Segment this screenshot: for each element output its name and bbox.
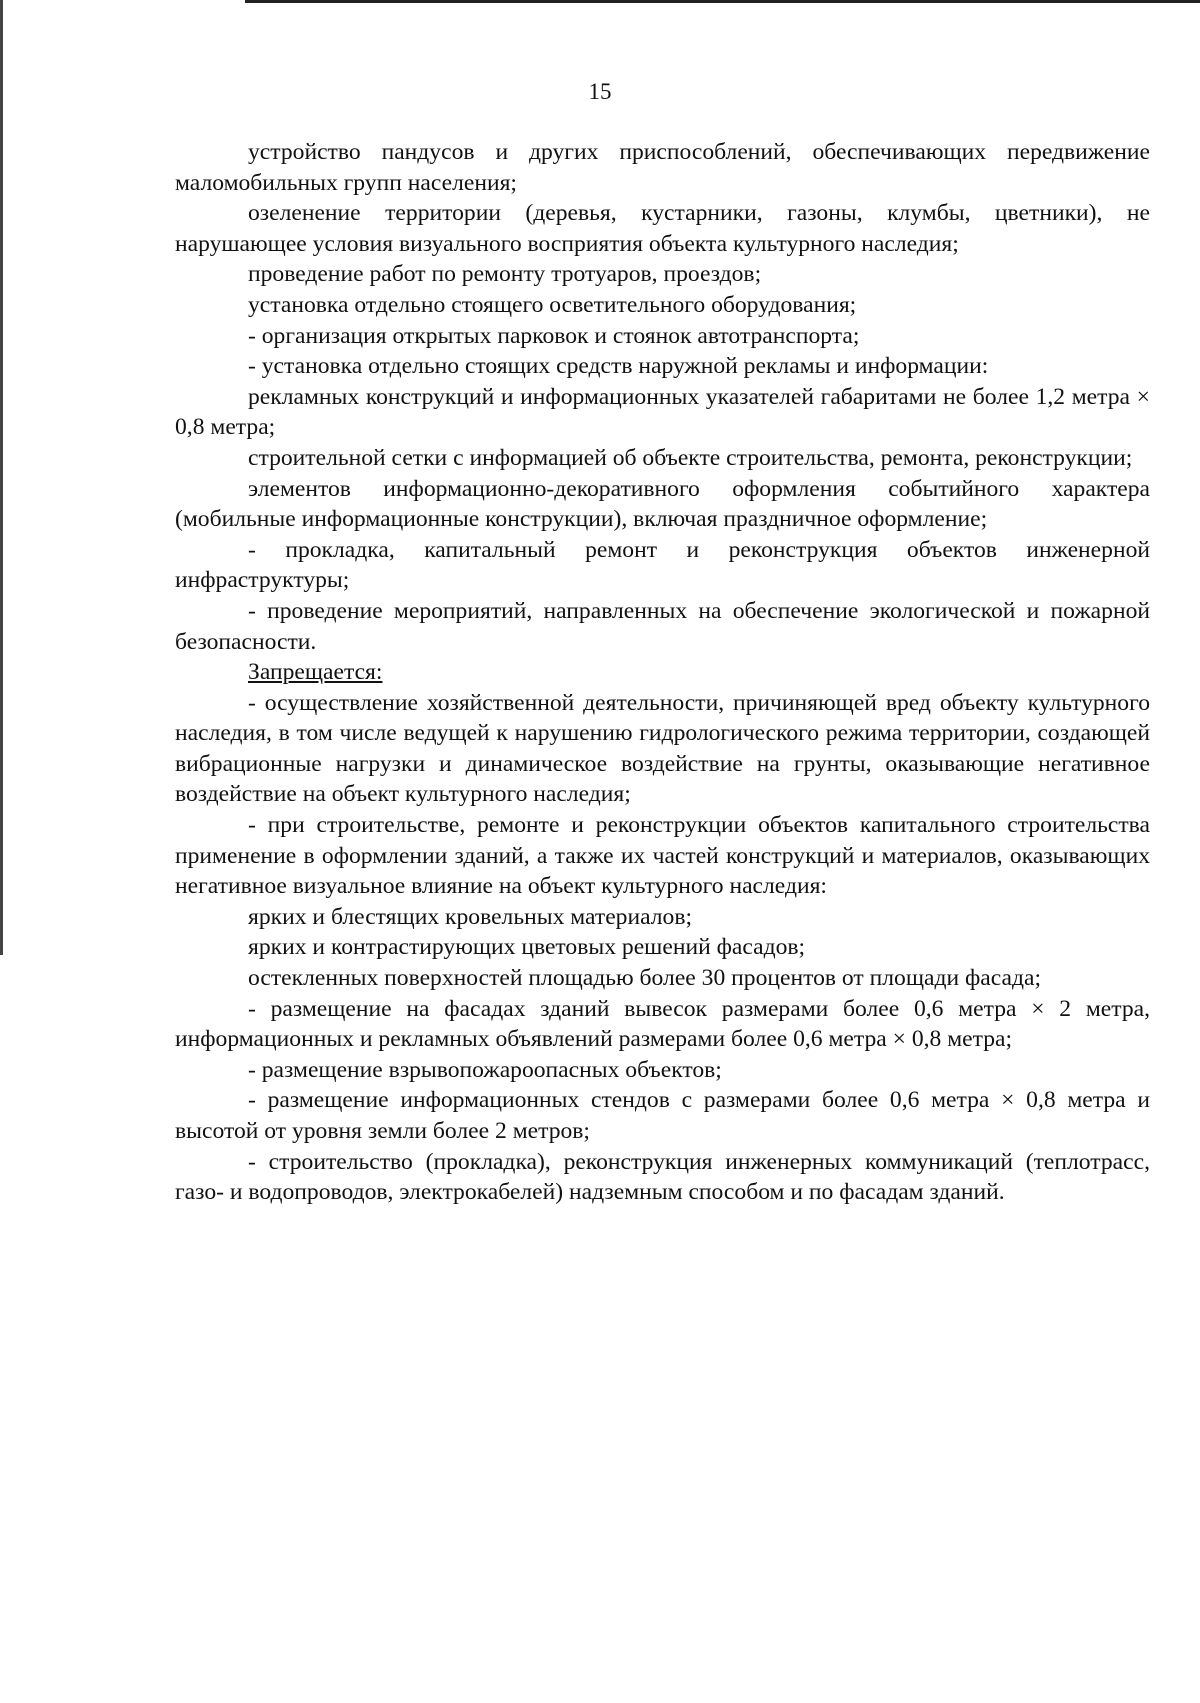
paragraph: - размещение на фасадах зданий вывесок размерами более 0,6 метра × 2 метра, информационных и рекламных объявлений размерами более 0,6 метра × 0,8 метра; bbox=[175, 995, 1150, 1053]
paragraph: устройство пандусов и других приспособлений, обеспечивающих передвижение маломобильных групп населения; bbox=[175, 139, 1150, 196]
left-scan-edge bbox=[0, 0, 3, 955]
section-heading-label: Запрещается: bbox=[248, 659, 383, 686]
paragraph: ярких и контрастирующих цветовых решений фасадов; bbox=[248, 934, 806, 961]
paragraph: рекламных конструкций и информационных указателей габаритами не более 1,2 метра × 0,8 метра; bbox=[175, 383, 1150, 441]
paragraph: - организация открытых парковок и стоянок автотранспорта; bbox=[248, 322, 860, 349]
paragraph: - размещение взрывопожароопасных объектов; bbox=[248, 1056, 722, 1083]
paragraph: - при строительстве, ремонте и реконструкции объектов капитального строительства применение в оформлении зданий, а также их частей конструкций и материалов, оказывающих негативное визуальное влияние на объект культурного наследия: bbox=[175, 812, 1150, 900]
paragraph: остекленных поверхностей площадью более 30 процентов от площади фасада; bbox=[248, 965, 1042, 992]
paragraph: - размещение информационных стендов с размерами более 0,6 метра × 0,8 метра и высотой от уровня земли более 2 метров; bbox=[175, 1087, 1150, 1144]
paragraph: проведение работ по ремонту тротуаров, проездов; bbox=[248, 261, 762, 288]
paragraph: - проведение мероприятий, направленных на обеспечение экологической и пожарной безопасности. bbox=[175, 597, 1150, 655]
section-heading-prohibited bbox=[175, 657, 1150, 688]
paragraph: - прокладка, капитальный ремонт и реконструкция объектов инженерной инфраструктуры; bbox=[175, 536, 1150, 594]
paragraph: ярких и блестящих кровельных материалов; bbox=[248, 903, 693, 930]
paragraph: элементов информационно-декоративного оформления событийного характера (мобильные информационные конструкции), включая праздничное оформление; bbox=[175, 475, 1150, 533]
document-body bbox=[175, 137, 1150, 1208]
top-border-line bbox=[245, 0, 1200, 3]
page-number: 15 bbox=[588, 79, 612, 104]
paragraph: - установка отдельно стоящих средств наружной рекламы и информации: bbox=[248, 353, 989, 380]
paragraph: строительной сетки с информацией об объекте строительства, ремонта, реконструкции; bbox=[248, 444, 1133, 471]
paragraph: установка отдельно стоящего осветительного оборудования; bbox=[248, 291, 857, 318]
paragraph: - осуществление хозяйственной деятельности, причиняющей вред объекту культурного наследия, в том числе ведущей к нарушению гидрологического режима территории, создающей вибрационные нагрузки и динамическое воздействие на грунты, оказывающие негативное воздействие на объект культурного наследия; bbox=[175, 689, 1150, 808]
paragraph: - строительство (прокладка), реконструкция инженерных коммуникаций (теплотрасс, газо- и водопроводов, электрокабелей) надземным способом и по фасадам зданий. bbox=[175, 1148, 1150, 1206]
paragraph: озеленение территории (деревья, кустарники, газоны, клумбы, цветники), не нарушающее условия визуального восприятия объекта культурного наследия; bbox=[175, 200, 1150, 257]
